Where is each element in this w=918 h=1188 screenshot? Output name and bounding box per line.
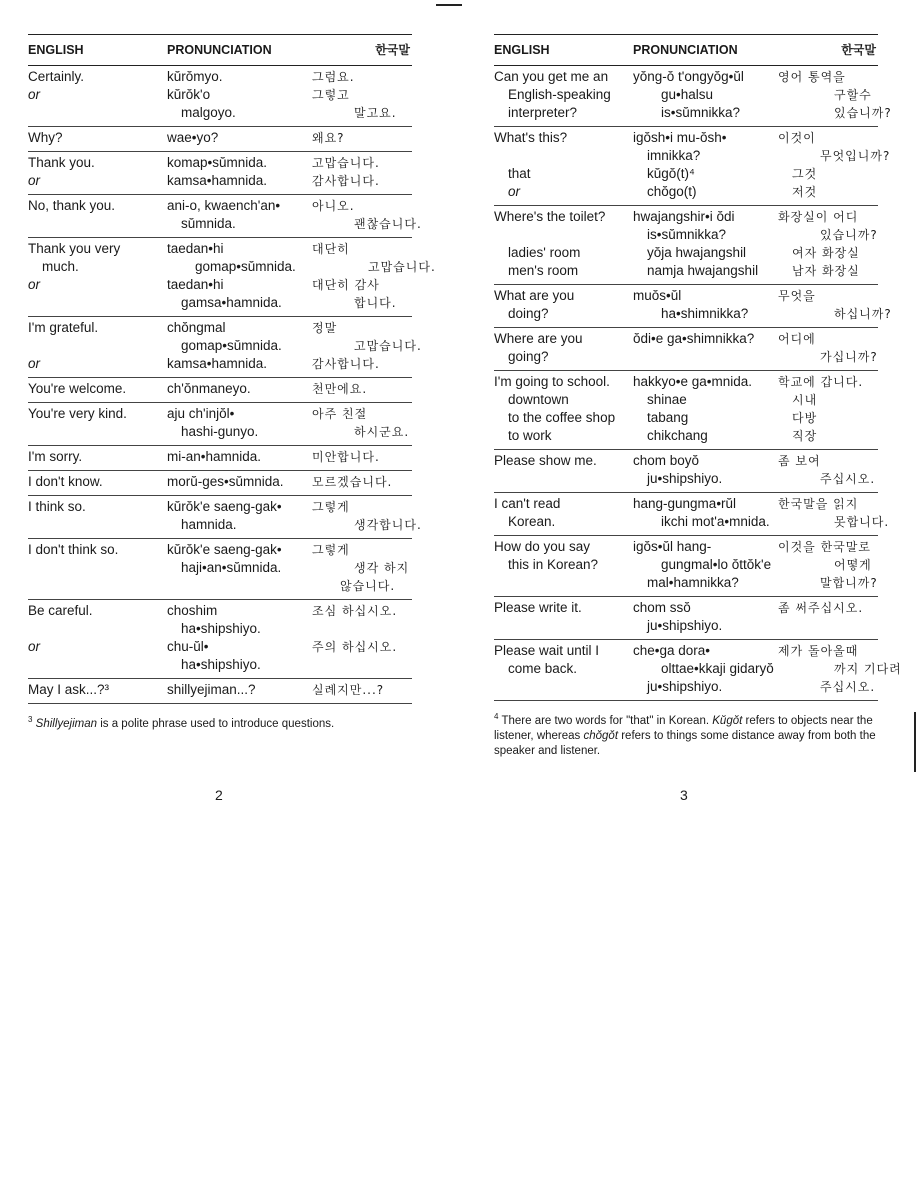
pronunciation-text: gungmal•lo ŏttŏk'e [661,557,772,572]
english-text: No, thank you. [28,198,116,213]
korean-text: 어디에 [778,332,816,346]
korean-text: 가십니까? [820,350,878,364]
korean-text: 구할수 [834,88,872,102]
pronunciation-text: gu•halsu [661,87,714,102]
phrase-row [28,129,412,147]
pronunciation-text: ha•shipshiyo. [181,657,261,672]
pronunciation-text: namja hwajangshil [647,263,759,278]
english-text: come back. [508,661,578,676]
korean-text [326,656,412,674]
korean-text: 말합니까? [820,576,878,590]
pronunciation-text: ju•shipshiyo. [647,618,723,633]
english-text: How do you say [494,539,591,554]
korean-text: 여자 화장실 [792,246,860,260]
footnote-term-1: Kŭgŏt [712,714,743,727]
english-text: to the coffee shop [508,410,616,425]
phrase-row [494,183,878,201]
phrase-row [494,427,878,445]
pronunciation-text: muŏs•ŭl [633,288,682,303]
pronunciation-text: chŏgo(t) [647,184,697,199]
phrase-row [494,556,878,574]
korean-text: 시내 [792,393,818,407]
english-text: What are you [494,288,575,303]
phrase-entry [494,328,878,371]
korean-text: 까지 기다려 [834,662,902,676]
korean-text: 않습니다. [340,579,396,593]
pronunciation-text: gomap•sŭmnida. [181,338,282,353]
phrase-row [494,574,878,592]
footnote-mark: 3 [28,715,33,724]
phrase-row [494,470,878,488]
page-number-right: 3 [680,787,688,803]
pronunciation-text: is•sŭmnikka? [661,105,741,120]
phrase-row [28,355,412,373]
english-text [28,620,167,638]
korean-text: 괜찮습니다. [354,217,422,231]
phrase-list [494,66,902,701]
korean-text: 주십시오. [820,472,876,486]
korean-text: 이것이 [778,131,816,145]
korean-text: 왜요? [312,131,345,145]
english-text [28,577,167,595]
english-text: I think so. [28,499,86,514]
phrase-row [494,391,878,409]
phrase-row [494,599,878,617]
phrase-row [494,305,892,323]
english-text [494,678,633,696]
english-text: doing? [508,306,549,321]
pronunciation-text: kŭgŏ(t)⁴ [647,166,695,181]
korean-text: 다방 [792,411,818,425]
korean-text: 정말 [312,321,338,335]
footnote-term: Shillyejiman [35,717,98,730]
pronunciation-text: komap•sŭmnida. [167,155,268,170]
korean-text: 하십니까? [834,307,892,321]
korean-text: 못합니다. [834,515,890,529]
korean-text: 말고요. [354,106,397,120]
english-text [28,656,167,674]
phrase-row [28,498,412,516]
pronunciation-text: haji•an•sŭmnida. [181,560,282,575]
english-text: or [508,184,521,199]
korean-text: 학교에 갑니다. [778,375,864,389]
korean-text: 직장 [792,429,818,443]
english-text [494,574,633,592]
korean-text [326,620,412,638]
pronunciation-text: kŭrŏk'e saeng-gak• [167,499,282,514]
phrase-entry [28,600,412,679]
pronunciation-text: kamsa•hamnida. [167,173,268,188]
english-text: Where's the toilet? [494,209,606,224]
phrase-row [28,215,422,233]
english-text [28,215,167,233]
phrase-row [494,642,878,660]
right-edge-rule [914,712,916,772]
page-number-left: 2 [215,787,223,803]
phrase-row [494,660,902,678]
korean-text: 제가 돌아올때 [778,644,859,658]
phrase-entry [28,152,412,195]
english-text [28,423,167,441]
pronunciation-text: hang-gungma•rŭl [633,496,737,511]
phrase-entry [494,640,902,701]
phrase-row [28,620,412,638]
pronunciation-text: morŭ-ges•sŭmnida. [167,474,284,489]
pronunciation-text: malgoyo. [181,105,236,120]
english-text: Certainly. [28,69,85,84]
english-text [28,516,167,534]
english-text: Be careful. [28,603,93,618]
phrase-entry [494,536,878,597]
korean-text: 조심 하십시오. [312,604,398,618]
pronunciation-text: hamnida. [181,517,237,532]
header-pronunciation: PRONUNCIATION [167,43,272,57]
phrase-row [28,656,412,674]
english-text: downtown [508,392,569,407]
english-text: or [28,87,41,102]
pronunciation-text: olttae•kkaji gidaryŏ [661,661,774,676]
english-text [28,337,167,355]
phrase-row [28,638,412,656]
english-text: I can't read [494,496,561,511]
pronunciation-text: shinae [647,392,687,407]
phrase-entry [494,206,878,285]
english-text [28,294,167,312]
english-text: or [28,277,41,292]
phrase-row [494,129,878,147]
phrase-row [494,452,878,470]
pronunciation-text: chu-ŭl• [167,639,209,654]
phrase-entry [494,66,892,127]
pronunciation-text [167,577,312,595]
phrase-row [494,348,878,366]
english-text: I don't know. [28,474,103,489]
phrase-row [494,287,878,305]
korean-text: 주십시오. [820,680,876,694]
phrase-entry [28,539,412,600]
header-english: ENGLISH [28,43,84,57]
korean-text: 천만에요. [312,382,368,396]
korean-text: 합니다. [354,296,397,310]
english-text: or [28,173,41,188]
korean-text: 좀 써주십시오. [778,601,864,615]
english-text: that [508,166,531,181]
pronunciation-text: igŏs•ŭl hang- [633,539,712,554]
pronunciation-text: imnikka? [647,148,701,163]
korean-text: 저것 [792,185,818,199]
phrase-row [494,538,878,556]
pronunciation-text: sŭmnida. [181,216,236,231]
english-text: or [28,356,41,371]
pronunciation-text: chom boyŏ [633,453,700,468]
korean-text: 좀 보여 [778,454,821,468]
english-text: ladies' room [508,245,581,260]
table-header [494,34,878,66]
pronunciation-text: hakkyo•e ga•mnida. [633,374,753,389]
pronunciation-text: ikchi mot'a•mnida. [661,514,770,529]
phrase-row [494,373,878,391]
phrase-list [28,66,436,704]
footnote-text: is a polite phrase used to introduce questions. [97,717,335,730]
header-korean: 한국말 [375,43,410,57]
pronunciation-text: ŏdi•e ga•shimnikka? [633,331,755,346]
english-text: Please show me. [494,453,597,468]
phrase-row [494,409,878,427]
phrase-entry [28,471,412,496]
korean-text: 그렇고 [312,88,350,102]
phrase-row [28,380,412,398]
phrase-row [28,516,422,534]
korean-text: 감사합니다. [312,357,380,371]
korean-text: 어떻게 [834,558,872,572]
phrase-row [28,541,412,559]
phrase-entry [494,127,891,206]
pronunciation-text: hashi-gunyo. [181,424,259,439]
english-text [28,104,167,122]
phrase-entry [494,285,892,328]
english-text: May I ask...?³ [28,682,110,697]
phrase-row [28,68,412,86]
phrase-row [494,330,878,348]
english-text [28,559,167,577]
footnote-text-pre: There are two words for "that" in Korean. [501,714,713,727]
english-text: to work [508,428,552,443]
phrase-row [494,208,878,226]
english-text: You're welcome. [28,381,127,396]
phrase-entry [28,66,412,127]
korean-text: 화장실이 어디 [778,210,859,224]
phrase-row [28,559,412,577]
phrase-entry [494,597,878,640]
pronunciation-text [647,348,792,366]
pronunciation-text: ju•shipshiyo. [647,679,723,694]
footnote-text-post: refers to things some distance away from both the speaker and listener. [494,729,876,757]
english-text: Thank you. [28,155,95,170]
phrase-row [28,294,412,312]
phrase-row [28,337,422,355]
phrase-row [28,405,412,423]
english-text: English-speaking [508,87,611,102]
korean-text: 미안합니다. [312,450,380,464]
phrase-row [494,68,878,86]
phrase-row [494,513,890,531]
pronunciation-text: ch'ŏnmaneyo. [167,381,251,396]
korean-text: 아니오. [312,199,355,213]
pronunciation-text: che•ga dora• [633,643,711,658]
english-text: I'm sorry. [28,449,83,464]
phrase-entry [28,195,422,238]
phrase-entry [28,403,412,446]
english-text: Please write it. [494,600,582,615]
english-text: What's this? [494,130,568,145]
korean-text: 생각 하지 [354,561,410,575]
pronunciation-text: kamsa•hamnida. [167,356,268,371]
pronunciation-text: mi-an•hamnida. [167,449,262,464]
phrase-entry [28,127,412,152]
english-text: Why? [28,130,63,145]
phrase-row [494,495,878,513]
phrase-row [494,678,878,696]
phrase-entry [28,378,412,403]
korean-text: 고맙습니다. [312,156,380,170]
phrase-row [494,86,878,104]
header-korean: 한국말 [841,43,876,57]
phrase-row [28,104,412,122]
english-text: Please wait until I [494,643,600,658]
korean-text: 주의 하십시오. [312,640,398,654]
phrase-row [28,172,412,190]
korean-text: 한국말을 읽지 [778,497,859,511]
english-text: I don't think so. [28,542,119,557]
pronunciation-text: ju•shipshiyo. [647,471,723,486]
korean-text: 있습니까? [820,228,878,242]
english-text: Thank you very [28,241,121,256]
english-text: I'm going to school. [494,374,610,389]
english-text: interpreter? [508,105,578,120]
pronunciation-text: kŭrŏk'o [167,87,211,102]
english-text: Can you get me an [494,69,609,84]
english-text [494,470,633,488]
pronunciation-text: ha•shipshiyo. [181,621,261,636]
english-text: going? [508,349,549,364]
pronunciation-text: kŭrŏk'e saeng-gak• [167,542,282,557]
phrase-row [494,617,878,635]
pronunciation-text: tabang [647,410,689,425]
phrase-row [494,147,891,165]
pronunciation-text: yŏng-ŏ t'ongyŏg•ŭl [633,69,744,84]
phrase-entry [494,450,878,493]
korean-text: 그것 [792,167,818,181]
pronunciation-text: yŏja hwajangshil [647,245,747,260]
korean-text: 모르겠습니다. [312,475,393,489]
pronunciation-text: chikchang [647,428,708,443]
pronunciation-text: chom ssŏ [633,600,691,615]
english-text: this in Korean? [508,557,599,572]
phrase-row [28,154,412,172]
footnote [28,712,412,732]
english-text: I'm grateful. [28,320,99,335]
english-text: Where are you [494,331,583,346]
pronunciation-text: wae•yo? [167,130,219,145]
phrase-row [28,240,412,258]
phrase-entry [494,493,890,536]
page-left [28,34,436,732]
korean-text: 무엇입니까? [820,149,891,163]
korean-text: 그럼요. [312,70,355,84]
korean-text: 무엇을 [778,289,816,303]
english-text [494,147,633,165]
korean-text: 있습니까? [834,106,892,120]
phrase-row [28,86,412,104]
header-english: ENGLISH [494,43,550,57]
phrase-row [28,319,412,337]
korean-text: 영어 통역을 [778,70,846,84]
pronunciation-text: is•sŭmnikka? [647,227,727,242]
pronunciation-text: igŏsh•i mu-ŏsh• [633,130,727,145]
phrase-row [28,577,412,595]
english-text [494,617,633,635]
english-text: men's room [508,263,579,278]
header-pronunciation: PRONUNCIATION [633,43,738,57]
phrase-entry [494,371,878,450]
pronunciation-text: ha•shimnikka? [661,306,749,321]
korean-text [792,617,878,635]
english-text: much. [42,259,79,274]
table-header [28,34,412,66]
phrase-row [28,258,436,276]
korean-text: 고맙습니다. [354,339,422,353]
phrase-entry [28,679,412,704]
phrase-row [28,276,412,294]
korean-text: 그렇게 [312,543,350,557]
korean-text: 하시군요. [354,425,410,439]
pronunciation-text: gamsa•hamnida. [181,295,282,310]
phrase-row [28,681,412,699]
footnote-term-2: chŏgŏt [583,729,619,742]
korean-text: 그렇게 [312,500,350,514]
phrase-entry [28,496,422,539]
phrase-row [28,448,412,466]
phrase-row [28,602,412,620]
phrase-row [494,262,878,280]
pronunciation-text: mal•hamnikka? [647,575,739,590]
phrase-row [28,197,412,215]
footnote-text-mid: refers to objects near the listener, whereas [494,714,873,742]
pronunciation-text: hwajangshir•i ŏdi [633,209,735,224]
pronunciation-text: shillyejiman...? [167,682,256,697]
phrase-row [28,473,412,491]
page-right [494,34,902,759]
phrase-row [494,104,892,122]
english-text: You're very kind. [28,406,127,421]
phrase-entry [28,446,412,471]
pronunciation-text: aju ch'injŏl• [167,406,235,421]
pronunciation-text: kŭrŏmyo. [167,69,223,84]
pronunciation-text: ani-o, kwaench'an• [167,198,281,213]
pronunciation-text: chŏngmal [167,320,226,335]
korean-text: 고맙습니다. [368,260,436,274]
phrase-row [494,165,878,183]
korean-text: 아주 친절 [312,407,368,421]
pronunciation-text: taedan•hi [167,277,224,292]
korean-text: 대단히 감사 [312,278,380,292]
top-crop-mark [436,0,462,6]
phrase-entry [28,317,422,378]
phrase-entry [28,238,436,317]
phrase-row [28,423,412,441]
english-text: or [28,639,41,654]
phrase-row [494,226,878,244]
korean-text: 이것을 한국말로 [778,540,871,554]
korean-text: 대단히 [312,242,350,256]
korean-text: 감사합니다. [312,174,380,188]
korean-text: 실례지만...? [312,683,385,697]
footnote-mark: 4 [494,712,499,721]
phrase-row [494,244,878,262]
pronunciation-text: gomap•sŭmnida. [195,259,296,274]
english-text [494,226,633,244]
pronunciation-text: choshim [167,603,218,618]
english-text: Korean. [508,514,556,529]
korean-text: 생각합니다. [354,518,422,532]
footnote [494,709,878,759]
pronunciation-text: taedan•hi [167,241,224,256]
korean-text: 남자 화장실 [792,264,860,278]
